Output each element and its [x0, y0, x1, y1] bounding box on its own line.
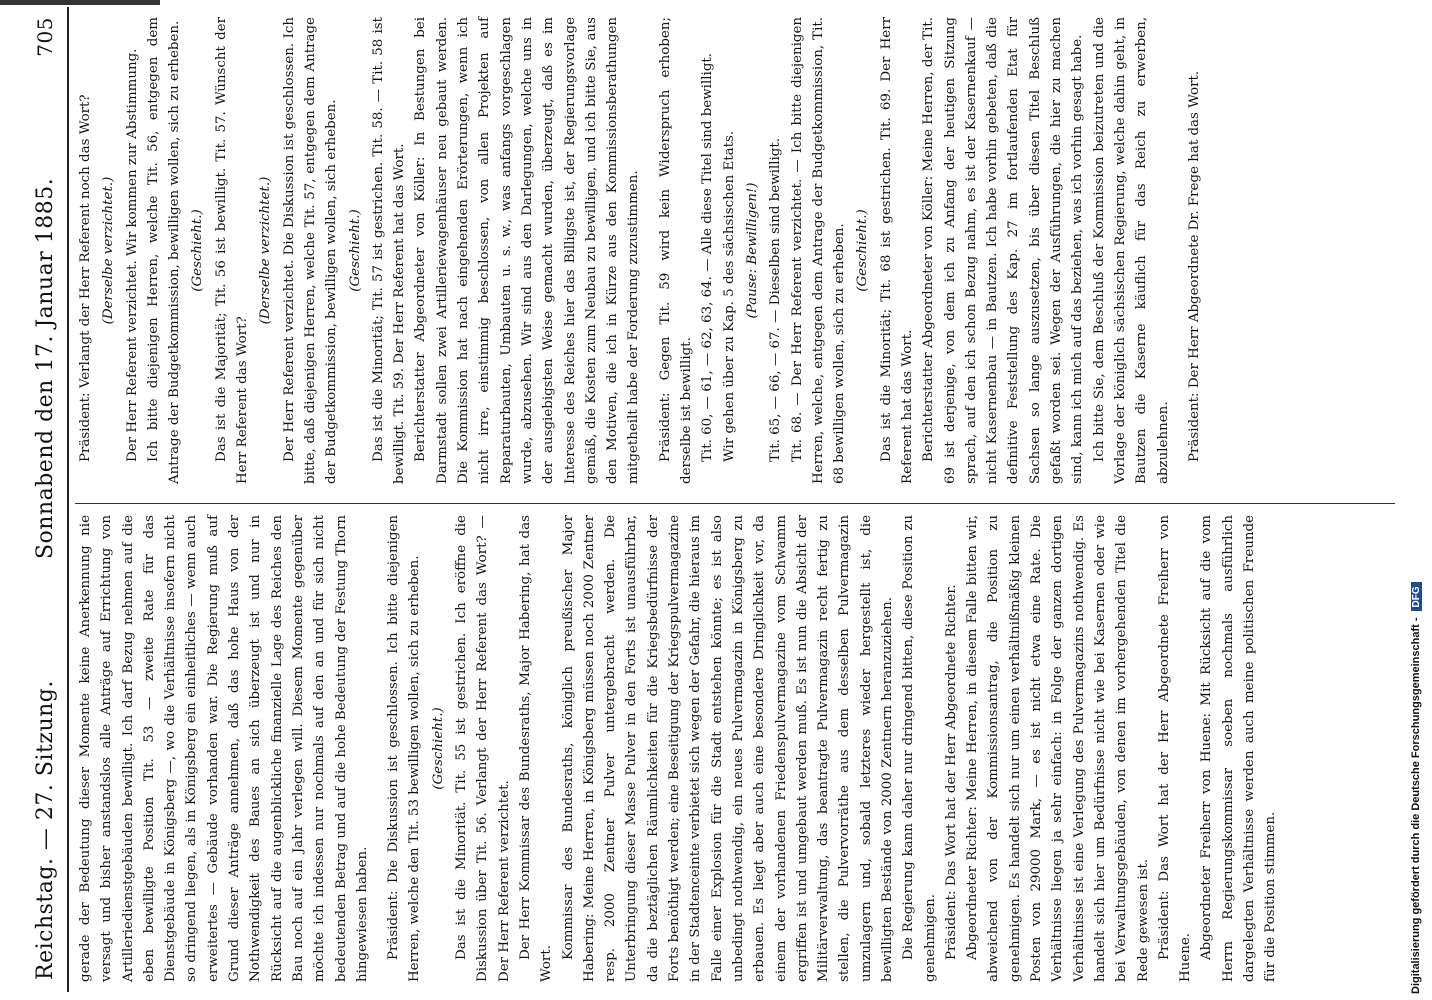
stage-direction: (Geschieht.): [430, 707, 446, 790]
stage-direction: (Pause: Bewilligen!): [744, 182, 760, 319]
paragraph: Abgeordneter Richter: Meine Herren, in diesem Falle bitten wir, abweichend von der Kommissionsantrag, die Position zu genehmigen. Es handelt sich nur um einen verhältnißmäßig kleinen Posten von 29000 Mark, — es ist nicht etwa eine Rate. Die Verhältnisse liegen ja sehr einfach: in Folge der ganzen dortigen Verhältnisse ist eine Verlegung des Pulvermagazins nothwendig. Es handelt sich hier um Bedürfnisse nicht wie bei Kasernen oder wie bei Verwaltungsgebäuden, von denen im vorhergehenden Titel die Rede gewesen ist.: [965, 515, 1151, 982]
right-column: [75, 17, 1205, 484]
stage-direction: (Derselbe verzichtet.): [101, 176, 117, 325]
paragraph: Ich bitte diejenigen Herren, welche Tit. 56, entgegen dem Antrage der Budgetkommission, bewilligen wollen, sich zu erheben.: [145, 17, 183, 484]
paragraph: Der Herr Referent verzichtet. Die Diskussion ist geschlossen. Ich bitte, daß diejenigen Herren, welche Tit. 57, entgegen dem Antrage der Budgetkommission, bewilligen wollen, sich erheben.: [281, 17, 340, 484]
paragraph: Tit. 60, — 61, — 62, 63, 64. — Alle diese Titel sind bewilligt.: [700, 52, 716, 462]
dfg-logo: DFG: [1411, 582, 1422, 611]
page-number: 705: [33, 17, 57, 57]
paragraph: Wir gehen über zu Kap. 5 des sächsischen Etats.: [721, 130, 737, 462]
header-rule: [67, 7, 69, 992]
paragraph: gerade der Bedeutung dieser Momente keine Anerkennung nie versagt und bisher anstandslos alle Anträge auf Errichtung von Artilleriedienstgebäuden bewilligt. Ich darf Bezug nehmen auf die eben bewilligte Position Tit. 53 — zweite Rate für das Dienstgebäude in Königsberg —, wo die Verhältnisse insofern nicht so dringend liegen, als in Königsberg ein einheitliches — wenn auch erweitertes — Gebäude vorhanden war. Die Regierung muß auf Grund dieser Anträge annehmen, daß das hohe Haus von der Nothwendigkeit des Baues an sich überzeugt ist und nur in Rücksicht auf die augenblickliche finanzielle Lage des Reiches den Bau noch auf ein Jahr verlegen will. Diesem Momente gegenüber möchte ich indessen nur nochmals auf den an und für sich nicht bedeutenden Betrag und auf die hohe Bedeutung der Festung Thorn hingewiesen haben.: [78, 515, 370, 982]
scan-edge-mark: [0, 0, 160, 5]
paragraph: Präsident: Das Wort hat der Herr Abgeordnete Freiherr von Huene.: [1156, 515, 1194, 982]
left-column: [75, 515, 1282, 982]
paragraph: Das ist die Minorität; Tit. 68 ist gestrichen. Tit. 69. Der Herr Referent hat das Wort.: [878, 17, 915, 484]
page-header: [25, 17, 65, 980]
paragraph: Tit. 65, — 66, — 67. — Dieselben sind bewilligt.: [768, 137, 784, 462]
paragraph: Der Herr Referent verzichtet. Wir kommen zur Abstimmung.: [124, 48, 140, 462]
header-center: Sonnabend den 17. Januar 1885.: [32, 177, 58, 560]
paragraph: Die Regierung kann daher nur dringend bitten, diese Position zu genehmigen.: [901, 515, 938, 982]
paragraph: Das ist die Minorität; Tit. 57 ist gestrichen. Tit. 58. — Tit. 58 ist bewilligt. Tit. 59. Der Herr Referent hat das Wort.: [370, 17, 408, 484]
paragraph: Präsident: Die Diskussion ist geschlossen. Ich bitte diejenigen Herren, welche den Tit. 53 bewilligen wollen, sich zu erheben.: [386, 515, 423, 982]
rotated-scan: [15, 7, 1405, 992]
paragraph: Kommissar des Bundesraths, königlich preußischer Major Habering: Meine Herren, in Königsberg müssen noch 2000 Zentner resp. 2000 Zentner Pulver untergebracht werden. Die Unterbringung dieser Masse Pulver in den Forts ist unausführbar, da die beztäglichen Räumlichkeiten für die Kriegsbedürfnisse der Forts benöthigt werden; eine Beseitigung der Kriegspulvermagazine in der Stadtenceinte verbietet sich wegen der Gefahr, die hieraus im Falle einer Explosion für die Stadt entstehen könnte; es ist also unbedingt nothwendig, ein neues Pulvermagazin in Königsberg zu erbauen. Es liegt aber auch eine besondere Dringlichkeit vor, da einem der vorhandenen Friedenspulvermagazine vom Schwamm ergriffen ist und umgebaut werden muß. Es ist nun die Absicht der Militärverwaltung, das beantragte Pulvermagazin recht fertig zu stellen, die Pulvervorräthe aus dem desselben Pulvermagazin umzulagern und, sobald letzteres wieder hergestellt ist, die bewilligten Bestände von 2000 Zentnern heranzuziehen.: [560, 515, 895, 982]
stage-direction: (Geschieht.): [347, 209, 363, 292]
paragraph: Tit. 68. — Der Herr Referent verzichtet. — Ich bitte diejenigen Herren, welche, entgegen dem Antrage der Budgetkommission, Tit. 68 bewilligen wollen, sich zu erheben.: [789, 17, 848, 484]
paragraph: Abgeordneter Freiherr von Huene: Mit Rücksicht auf die vom Herrn Regierungskommissar soeben nochmals ausführlich dargelegten Verhältnisse werden auch meine politischen Freunde für die Position stimmen.: [1199, 515, 1279, 982]
paragraph: Der Herr Kommissar des Bundesraths, Major Habering, hat das Wort.: [517, 515, 555, 982]
credit-text: Digitalisierung gefördert durch die Deutsche Forschungsgemeinschaft -: [1410, 617, 1422, 994]
paragraph: Das ist die Majorität; Tit. 56 ist bewilligt. Tit. 57. Wünscht der Herr Referent das Wort?: [213, 17, 251, 484]
paragraph: Berichterstatter Abgeordneter von Köller: In Bestungen bei Darmstadt sollen zwei Artilleriewagenhäuser neu gebaut werden. Die Kommission hat nach eingehenden Erörterungen, wenn ich nicht irre, einstimmig beschlossen, von allen Projekten auf Reparaturbauten, Umbauten u. s. w., was anfangs vorgeschlagen wurde, abzusehen. Wir sind aus den Darlegungen, welche uns in der ausgiebigsten Weise gemacht wurden, überzeugt, daß es im Interesse des Reiches hier das Billigste ist, der Regierungsvorlage gemäß, die Kosten zum Neubau zu bewilligen, und ich bitte Sie, aus den Motiven, die ich in Kürze aus den Kommissionsberathungen mitgetheilt habe der Forderung zuzustimmen.: [413, 17, 642, 484]
paragraph: Präsident: Verlangt der Herr Referent noch das Wort?: [78, 94, 93, 462]
paragraph: Präsident: Das Wort hat der Herr Abgeordnete Richter.: [943, 584, 959, 960]
paragraph: Das ist die Minorität. Tit. 55 ist gestrichen. Ich eröffne die Diskussion über Tit. 56. Verlangt der Herr Referent das Wort? — Der Herr Referent verzichtet.: [454, 515, 512, 982]
digitization-credit: [1402, 4, 1430, 994]
paragraph: Ich bitte Sie, dem Beschluß der Kommission beizutreten und die Vorlage der königlich sächsischen Regierung, welche dahin geht, in Bautzen die Kaserne käuflich für das Reich zu erwerben, abzulehnen.: [1091, 17, 1171, 484]
paragraph: Präsident: Gegen Tit. 59 wird kein Widerspruch erhoben; derselbe ist bewilligt.: [657, 17, 695, 484]
stage-direction: (Derselbe verzichtet.): [258, 176, 274, 325]
paragraph: Präsident: Der Herr Abgeordnete Dr. Frege hat das Wort.: [1186, 70, 1202, 462]
stage-direction: (Geschieht.): [855, 209, 871, 292]
column-divider: [75, 503, 1395, 504]
paragraph: Berichterstatter Abgeordneter von Köller: Meine Herren, der Tit. 69 ist derjenige, von dem ich zu Anfang der heutigen Sitzung sprach, auf den ich schon Bezug nahm, es ist der Kasernenkauf — nicht Kasernenbau — in Bautzen. Ich habe vorhin gebeten, daß die definitive Feststellung des Kap. 27 im fortlaufenden Etat für Sachsen so lange auszusetzen, bis über diesen Titel Beschluß gefaßt worden sei. Wegen der Ausführungen, die hier zu machen sind, kann ich mich auf das beziehen, was ich vorhin gesagt habe.: [921, 17, 1086, 484]
stage-direction: (Geschieht.): [190, 209, 206, 292]
header-left: Reichstag. — 27. Sitzung.: [32, 680, 58, 980]
